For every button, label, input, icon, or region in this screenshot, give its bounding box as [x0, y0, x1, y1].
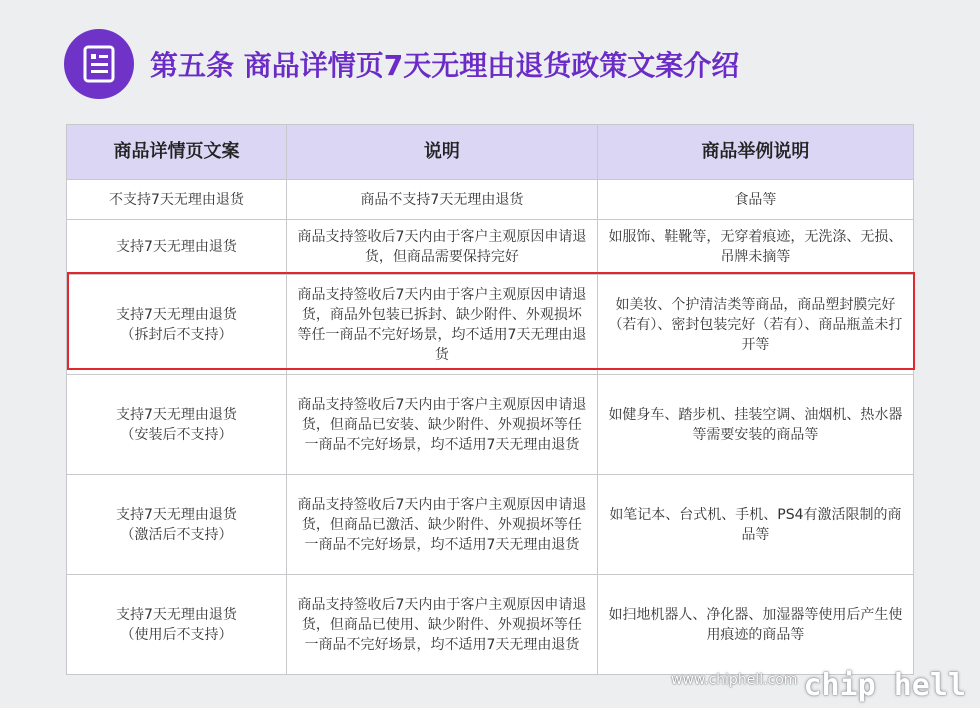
table-row [67, 375, 914, 475]
row-copy [67, 180, 287, 220]
header-explain: 说明 [286, 125, 597, 180]
copy-line-note: （安装后不支持） [120, 426, 233, 443]
copy-line: 支持7天无理由退货 [116, 606, 237, 623]
watermark-url: www.chiphell.com [670, 672, 798, 688]
row-copy [67, 575, 287, 675]
row-example: 如扫地机器人、净化器、加湿器等使用后产生使用痕迹的商品等 [597, 575, 913, 675]
table-row [67, 180, 914, 220]
row-example: 如美妆、个护清洁类等商品，商品塑封膜完好（若有）、密封包装完好（若有）、商品瓶盖未打开等 [597, 275, 913, 375]
row-explain: 商品支持签收后7天内由于客户主观原因申请退货，但商品已激活、缺少附件、外观损坏等任一商品不完好场景，均不适用7天无理由退货 [286, 475, 597, 575]
copy-line: 支持7天无理由退货 [116, 506, 237, 523]
policy-table [66, 124, 914, 675]
table-header-row [67, 125, 914, 180]
copy-line: 支持7天无理由退货 [116, 306, 237, 323]
header-example: 商品举例说明 [597, 125, 913, 180]
copy-line-note: （激活后不支持） [120, 526, 233, 543]
row-copy [67, 375, 287, 475]
row-explain: 商品支持签收后7天内由于客户主观原因申请退货，但商品需要保持完好 [286, 220, 597, 275]
row-explain: 商品支持签收后7天内由于客户主观原因申请退货，商品外包装已拆封、缺少附件、外观损坏等任一商品不完好场景，均不适用7天无理由退货 [286, 275, 597, 375]
table-row [67, 220, 914, 275]
header-copy: 商品详情页文案 [67, 125, 287, 180]
copy-line: 不支持7天无理由退货 [109, 191, 244, 208]
row-example: 食品等 [597, 180, 913, 220]
copy-line: 支持7天无理由退货 [116, 239, 237, 255]
table-row [67, 475, 914, 575]
row-explain: 商品支持签收后7天内由于客户主观原因申请退货，但商品已使用、缺少附件、外观损坏等任一商品不完好场景，均不适用7天无理由退货 [286, 575, 597, 675]
row-copy [67, 275, 287, 375]
row-copy [67, 220, 287, 275]
row-copy [67, 475, 287, 575]
copy-line: 支持7天无理由退货 [116, 406, 237, 423]
row-example: 如笔记本、台式机、手机、PS4有激活限制的商品等 [597, 475, 913, 575]
document-list-icon [64, 29, 134, 99]
page-header [64, 28, 739, 100]
copy-line-note: （拆封后不支持） [120, 326, 233, 343]
copy-line-note: （使用后不支持） [120, 626, 233, 643]
watermark-logo: chip hell [803, 668, 966, 703]
table-row [67, 575, 914, 675]
row-example: 如服饰、鞋靴等，无穿着痕迹，无洗涤、无损、吊牌未摘等 [597, 220, 913, 275]
row-explain: 商品不支持7天无理由退货 [286, 180, 597, 220]
table-row-highlighted [67, 275, 914, 375]
row-example: 如健身车、踏步机、挂装空调、油烟机、热水器等需要安装的商品等 [597, 375, 913, 475]
page-title: 第五条 商品详情页7天无理由退货政策文案介绍 [150, 49, 740, 82]
row-explain: 商品支持签收后7天内由于客户主观原因申请退货，但商品已安装、缺少附件、外观损坏等任一商品不完好场景，均不适用7天无理由退货 [286, 375, 597, 475]
watermark [671, 670, 966, 702]
